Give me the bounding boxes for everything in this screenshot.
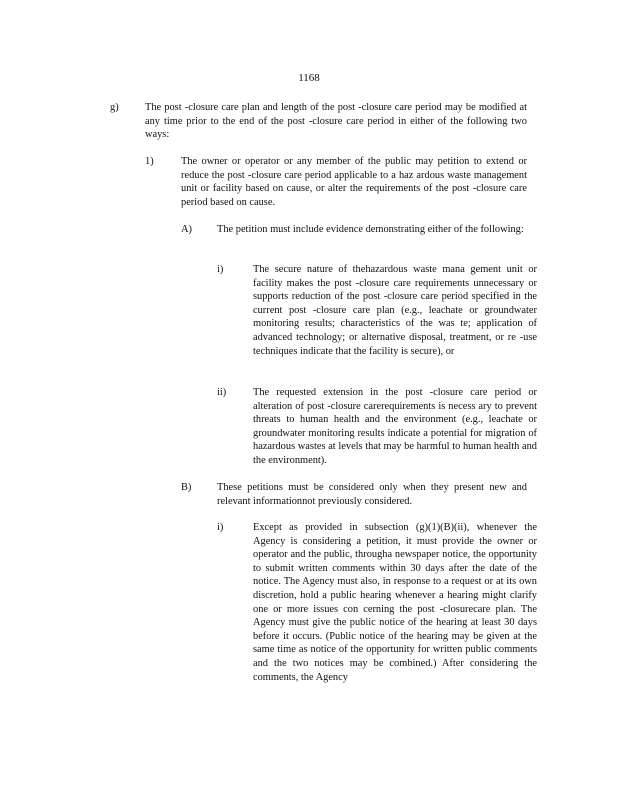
section-g1A-text: The petition must include evidence demonstrating either of the following: (217, 224, 524, 235)
section-g1-text: The owner or operator or any member of the public may petition to extend or reduce the post -closure care period applicable to a haz ardous waste management unit or facility based on cause, or alter the requirements of the post -closure care period based on cause. (181, 156, 527, 208)
section-g-text: The post -closure care plan and length of the post -closure care period may be modified at any time prior to the end of the post -closure care period in either of the following two ways: (145, 102, 527, 141)
section-g1Aii-text: The requested extension in the post -closure care period or alteration of post -closure carerequirements is necess ary to prevent threats to human health and the environment (e.g., leachate or groundwater monitoring results indicate a potential for migration of hazardous wastes at levels that may be harmful to human health and the environment). (253, 387, 537, 466)
section-g1Aii-marker: ii) (217, 387, 227, 398)
section-g1A-marker: A) (181, 224, 192, 235)
page-number: 1168 (298, 72, 320, 84)
section-g1B-marker: B) (181, 482, 192, 493)
section-g1Bi-marker: i) (217, 522, 224, 533)
section-g1Bi-text: Except as provided in subsection (g)(1)(B)(ii), whenever the Agency is considering a petition, it must provide the owner or operator and the public, througha newspaper notice, the opportunity to submit written comments within 30 days after the date of the notice. The Agency must also, in response to a request or at its own discretion, hold a public hearing whenever a hearing might clarify one or more issues con cerning the post -closurecare plan. The Agency must give the public notice of the hearing at least 30 days before it occurs. (Public notice of the hearing may be given at the same time as notice of the opportunity for written public comments and the two notices may be combined.) After considering the comments, the Agency (253, 522, 537, 683)
section-g1-marker: 1) (145, 156, 154, 167)
section-g-marker: g) (110, 102, 119, 113)
section-g1Ai-text: The secure nature of thehazardous waste mana gement unit or facility makes the post -closure care requirements unnecessary or supports reduction of the post -closure care period specified in the current post -closure care plan (e.g., leachate or groundwater monitoring results; characteristics of the was te; application of advanced technology; or alternative disposal, treatment, or re -use techniques indicate that the facility is secure), or (253, 264, 537, 357)
section-g1B-text: These petitions must be considered only when they present new and relevant informationnot previously considered. (217, 482, 527, 507)
section-g1Ai-marker: i) (217, 264, 224, 275)
